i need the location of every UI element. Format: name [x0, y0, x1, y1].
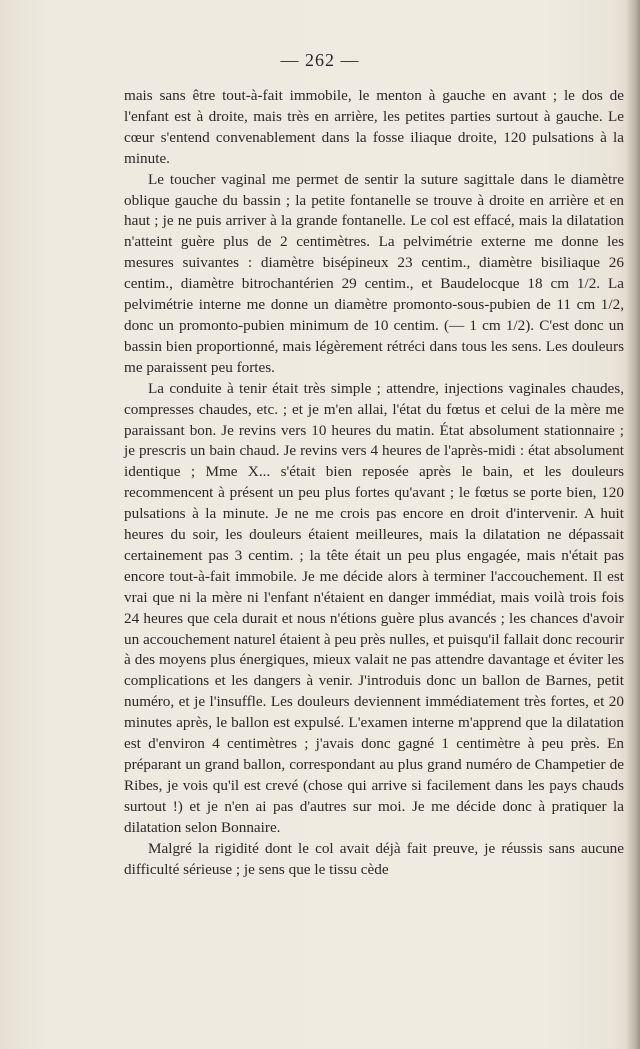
- paragraph-4: Malgré la rigidité dont le col avait déjà fait preuve, je réussis sans aucune difficulté sérieuse ; je sens que le tissu cède: [124, 839, 624, 878]
- paragraph-3: La conduite à tenir était très simple ; attendre, injections vaginales chaudes, compresses chaudes, etc. ; et je m'en allai, l'état du fœtus et celui de la mère me paraissant bon. Je revins vers 10 heures du matin. État absolument stationnaire ; je prescris un bain chaud. Je revins vers 4 heures de l'après-midi : état absolument identique ; Mme X... s'était bien reposée après le bain, et les douleurs recommencent à présent un peu plus fortes qu'avant ; le fœtus se porte bien, 120 pulsations à la minute. Je ne me crois pas encore en droit d'intervenir. A huit heures du soir, les douleurs étaient meilleures, mais la dilatation ne dépassait certainement pas 3 centim. ; la tête était un peu plus engagée, mais n'était pas encore tout-à-fait immobile. Je me décide alors à terminer l'accouchement. Il est vrai que ni la mère ni l'enfant n'étaient en danger immédiat, mais voilà trois fois 24 heures que cela durait et nous n'étions guère plus avancés ; les chances d'avoir un accouchement naturel étaient à peu près nulles, et puisqu'il fallait donc recourir à des moyens plus énergiques, mieux valait ne pas attendre davantage et éviter les complications et les dangers à venir. J'introduis donc un ballon de Barnes, petit numéro, et je l'insuffle. Les douleurs deviennent immédiatement très fortes, et 20 minutes après, le ballon est expulsé. L'examen interne m'apprend que la dilatation est d'environ 4 centimètres ; j'avais donc gagné 1 centimètre à peu près. En préparant un grand ballon, correspondant au plus grand numéro de Champetier de Ribes, je vois qu'il est crevé (chose qui arrive si facilement dans les pays chauds surtout !) et je n'en ai pas d'autres sur moi. Je me décide donc à pratiquer la dilatation selon Bonnaire.: [124, 379, 624, 836]
- page-gutter-shadow: [626, 0, 640, 1049]
- body-text: [124, 86, 624, 880]
- page-number: — 262 —: [280, 50, 360, 70]
- paragraph-2: Le toucher vaginal me permet de sentir la suture sagittale dans le diamètre oblique gauche du bassin ; la petite fontanelle se trouve à droite en arrière et en haut ; je ne puis arriver à la grande fontanelle. Le col est effacé, mais la dilatation n'atteint guère plus de 2 centimètres. La pelvimétrie externe me donne les mesures suivantes : diamètre bisépineux 23 centim., diamètre bisiliaque 26 centim., diamètre bitrochantérien 29 centim., et Baudelocque 18 cm 1/2. La pelvimétrie interne me donne un diamètre promonto-sous-pubien de 11 cm 1/2, donc un promonto-pubien minimum de 10 centim. (— 1 cm 1/2). C'est donc un bassin bien proportionné, mais légèrement rétréci dans tous les sens. Les douleurs me paraissent peu fortes.: [124, 170, 624, 376]
- paragraph-1: mais sans être tout-à-fait immobile, le menton à gauche en avant ; le dos de l'enfant est à droite, mais très en arrière, les petites parties surtout à gauche. Le cœur s'entend convenablement dans la fosse iliaque droite, 120 pulsations à la minute.: [124, 87, 624, 167]
